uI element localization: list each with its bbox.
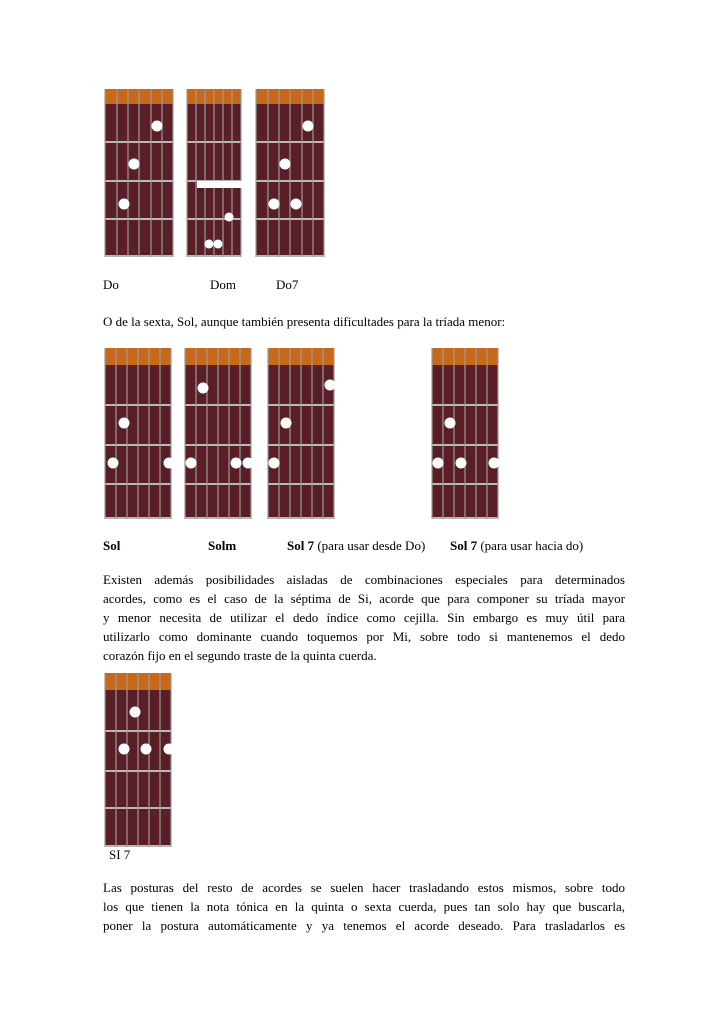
finger-dot [198, 383, 209, 394]
paragraph-line: poner la postura automáticamente y ya tenemos el acorde deseado. Para trasladarlos es [103, 918, 625, 933]
chord-diagram-do [101, 86, 177, 258]
finger-dot [152, 121, 163, 132]
finger-dot [141, 744, 152, 755]
chord-name: Sol 7 [287, 538, 315, 553]
paragraph-line: y menor necesita de utilizar el dedo índice como cejilla. Sin embargo es muy útil para [103, 610, 625, 625]
fretboard-svg [252, 86, 328, 258]
chord-label-si7: SI 7 [109, 847, 131, 862]
sentence-sol: O de la sexta, Sol, aunque también presenta dificultades para la tríada menor: [103, 314, 506, 329]
chord-label-solm [208, 538, 236, 554]
finger-dot [280, 159, 291, 170]
chord-label-sol [103, 538, 120, 554]
paragraph-line: Existen además posibilidades aisladas de combinaciones especiales para determinados [103, 572, 625, 587]
finger-dot [186, 458, 197, 469]
finger-dot [445, 418, 456, 429]
chord-label-sol7-hacia-do [450, 538, 583, 554]
finger-dot [433, 458, 444, 469]
finger-dot [456, 458, 467, 469]
finger-dot [119, 744, 130, 755]
finger-dot [130, 707, 141, 718]
finger-dot [269, 199, 280, 210]
finger-dot [303, 121, 314, 132]
paragraph-trasladar [103, 878, 625, 935]
finger-dot [225, 213, 234, 222]
finger-dot [214, 240, 223, 249]
chord-diagram-sol [101, 345, 177, 520]
fretboard-svg [183, 86, 247, 258]
finger-dot [231, 458, 242, 469]
paragraph-line: los que tienen la nota tónica en la quinta o sexta cuerda, pues tan solo hay que buscarla, [103, 899, 625, 914]
finger-dot [489, 458, 500, 469]
chord-diagram-sol7-hacia-do [428, 345, 504, 520]
chord-diagram-do7 [252, 86, 328, 258]
finger-dot [205, 240, 214, 249]
finger-dot [243, 458, 254, 469]
chord-note: (para usar desde Do) [314, 538, 426, 553]
finger-dot [281, 418, 292, 429]
finger-dot [108, 458, 119, 469]
chord-label-solm-text: Solm [208, 538, 237, 553]
paragraph-line: corazón fijo en el segundo traste de la quinta cuerda. [103, 648, 377, 663]
chord-diagram-si7 [101, 670, 177, 848]
chord-label-sol-text: Sol [103, 538, 121, 553]
finger-dot [119, 199, 130, 210]
paragraph-line: utilizarlo como dominante cuando toquemos por Mi, sobre todo si mantenemos el dedo [103, 629, 625, 644]
finger-dot [325, 380, 336, 391]
finger-dot [164, 744, 175, 755]
barre-marker [197, 181, 242, 188]
finger-dot [291, 199, 302, 210]
chord-label-sol7-desde-do [287, 538, 425, 554]
finger-dot [164, 458, 175, 469]
paragraph-line: Las posturas del resto de acordes se suelen hacer trasladando estos mismos, sobre todo [103, 880, 625, 895]
chord-diagram-sol7-desde-do [264, 345, 340, 520]
chord-label-do7: Do7 [276, 277, 299, 292]
fretboard-svg [101, 670, 177, 848]
fretboard-svg [181, 345, 257, 520]
chord-label-do: Do [103, 277, 119, 292]
fretboard-svg [101, 86, 177, 258]
paragraph-si7-intro [103, 570, 625, 665]
chord-label-dom: Dom [210, 277, 236, 292]
paragraph-line: acordes, como es el caso de la séptima de Si, acorde que para componer su tríada mayor [103, 591, 625, 606]
fretboard-svg [101, 345, 177, 520]
fretboard-svg [428, 345, 504, 520]
finger-dot [119, 418, 130, 429]
chord-note: (para usar hacia do) [477, 538, 584, 553]
finger-dot [129, 159, 140, 170]
chord-diagram-dom [183, 86, 247, 258]
finger-dot [269, 458, 280, 469]
fretboard-svg [264, 345, 340, 520]
chord-diagram-solm [181, 345, 257, 520]
chord-name: Sol 7 [450, 538, 478, 553]
